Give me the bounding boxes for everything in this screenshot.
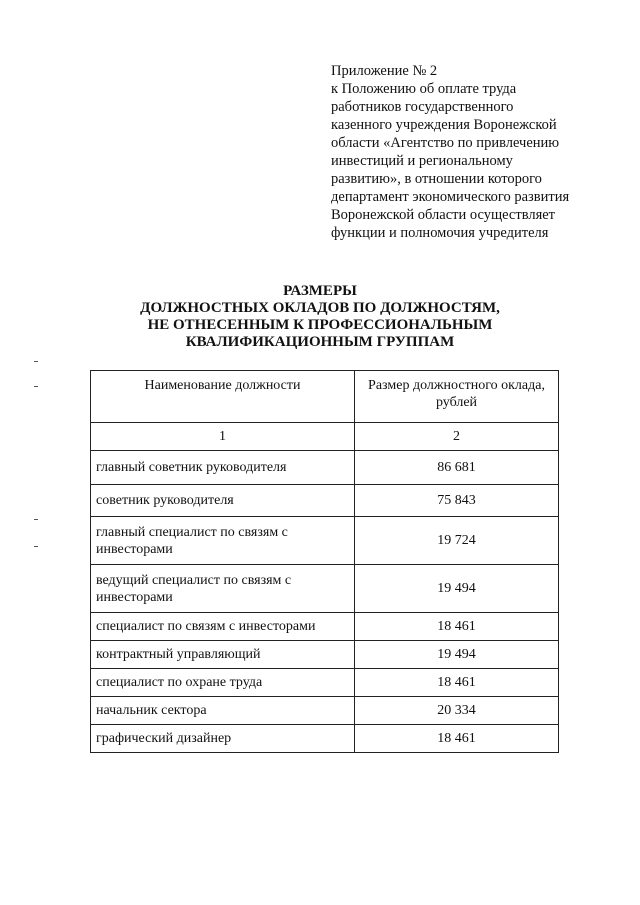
header-salary: Размер должностного оклада, рублей [355, 371, 559, 423]
appendix-line: инвестиций и региональному [331, 153, 513, 169]
scan-mark [34, 546, 38, 547]
position-name: графический дизайнер [91, 725, 355, 753]
table-header-row [91, 371, 559, 423]
scan-mark [34, 361, 38, 362]
position-name: специалист по охране труда [91, 669, 355, 697]
scan-mark [34, 386, 38, 387]
column-number-1: 1 [91, 423, 355, 451]
salary-value: 18 461 [355, 613, 559, 641]
appendix-line: функции и полномочия учредителя [331, 225, 549, 241]
title-line: ДОЛЖНОСТНЫХ ОКЛАДОВ ПО ДОЛЖНОСТЯМ, [140, 300, 500, 316]
appendix-line: к Положению об оплате труда [331, 81, 517, 97]
appendix-note [331, 62, 601, 242]
table-row [91, 669, 559, 697]
appendix-line: департамент экономического развития [331, 189, 570, 205]
appendix-line: развитию», в отношении которого [331, 171, 542, 187]
appendix-line: Приложение № 2 [331, 63, 438, 79]
position-name: советник руководителя [91, 485, 355, 517]
salary-value: 18 461 [355, 669, 559, 697]
position-name: ведущий специалист по связям с инвесторами [91, 565, 355, 613]
appendix-line: Воронежской области осуществляет [331, 207, 556, 223]
salary-value: 86 681 [355, 451, 559, 485]
table-row [91, 725, 559, 753]
title-line: НЕ ОТНЕСЕННЫМ К ПРОФЕССИОНАЛЬНЫМ [147, 317, 493, 333]
appendix-line: области «Агентство по привлечению [331, 135, 560, 151]
position-name: главный специалист по связям с инвесторами [91, 517, 355, 565]
position-name: начальник сектора [91, 697, 355, 725]
position-name: специалист по связям с инвесторами [91, 613, 355, 641]
table-row [91, 565, 559, 613]
table-row [91, 641, 559, 669]
salary-value: 19 494 [355, 565, 559, 613]
document-title [90, 283, 550, 351]
salary-value: 18 461 [355, 725, 559, 753]
position-name: контрактный управляющий [91, 641, 355, 669]
position-name: главный советник руководителя [91, 451, 355, 485]
column-number-2: 2 [355, 423, 559, 451]
table-row [91, 697, 559, 725]
salary-table [90, 370, 559, 753]
title-line: КВАЛИФИКАЦИОННЫМ ГРУППАМ [185, 334, 455, 350]
salary-value: 20 334 [355, 697, 559, 725]
table-row [91, 451, 559, 485]
title-line: РАЗМЕРЫ [283, 283, 357, 299]
table-row [91, 517, 559, 565]
table-number-row [91, 423, 559, 451]
scan-mark [34, 519, 38, 520]
appendix-line: работников государственного [331, 99, 514, 115]
header-position: Наименование должности [91, 371, 355, 423]
salary-value: 75 843 [355, 485, 559, 517]
table-row [91, 485, 559, 517]
salary-value: 19 724 [355, 517, 559, 565]
appendix-line: казенного учреждения Воронежской [331, 117, 557, 133]
table-row [91, 613, 559, 641]
salary-value: 19 494 [355, 641, 559, 669]
